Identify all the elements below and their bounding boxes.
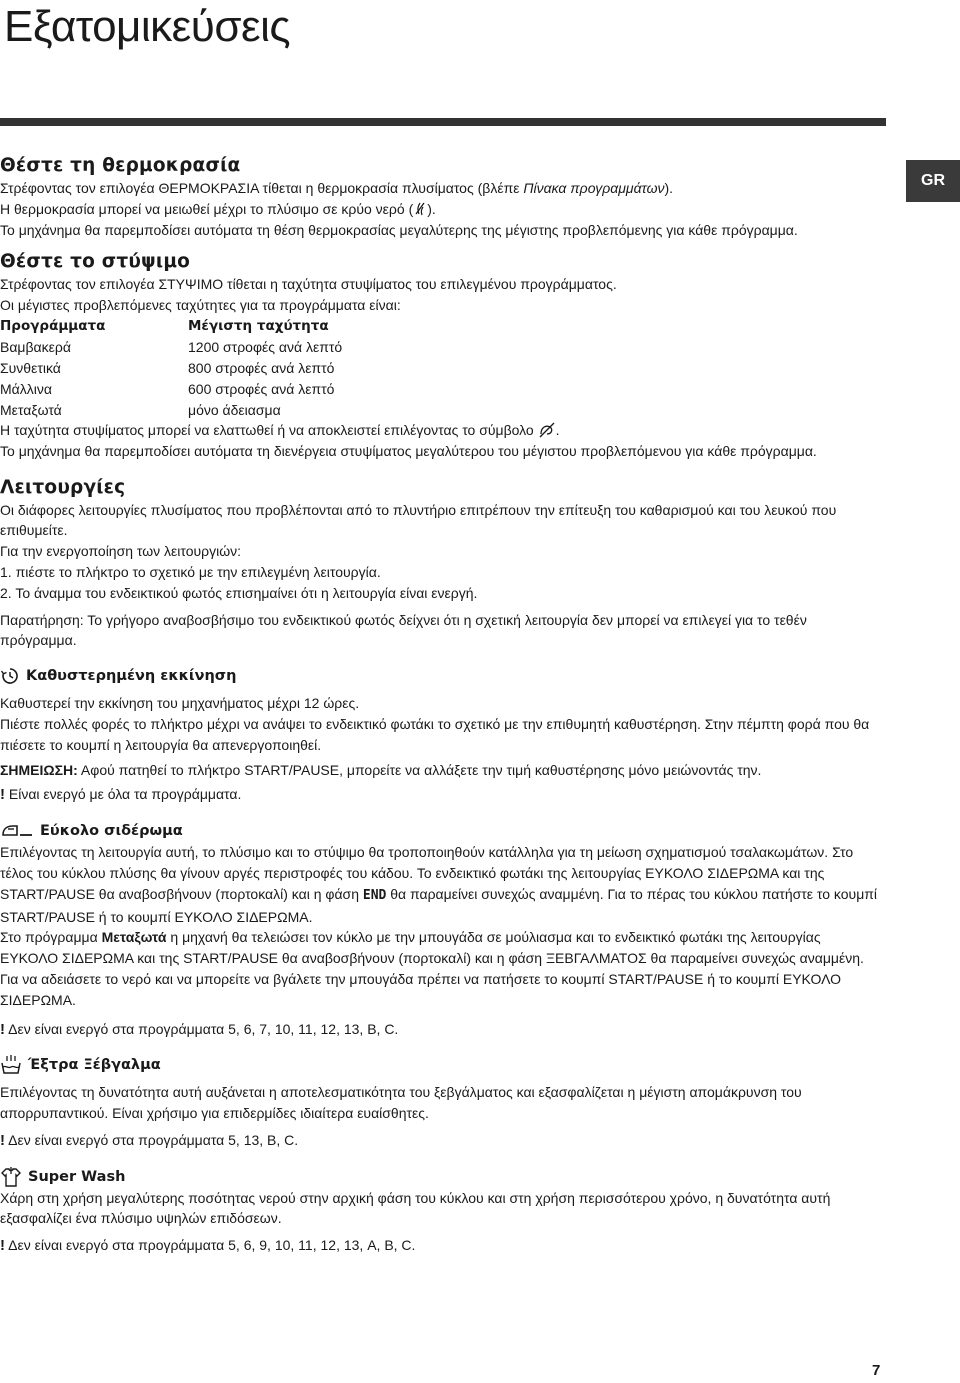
- super-wash-heading: [0, 1166, 880, 1188]
- table-header-row: [0, 316, 342, 337]
- table-cell: Συνθετικά: [0, 359, 61, 376]
- delayed-start-line-2: Πιέστε πολλές φορές το πλήκτρο μέχρι να ανάψει το ενδεικτικό φωτάκι το σχετικό με την επιθυμητή καθυστέρηση. Στην πέμπτη φορά που θα πιέσετε το κουμπί η λειτουργία θα απενεργοποιηθεί.: [0, 715, 870, 753]
- table-cell: μόνο άδειασμα: [188, 401, 281, 418]
- super-wash-line-1: Χάρη στη χρήση μεγαλύτερης ποσότητας νερού στην αρχική φάση του κύκλου και στη χρήση περισσότερου χρόνο, η δυνατότητα αυτή εξασφαλίζει ένα πλύσιμο υψηλών επιδόσεων.: [0, 1189, 831, 1227]
- table-cell: 800 στροφές ανά λεπτό: [188, 359, 335, 376]
- functions-line-2: Για την ενεργοποίηση των λειτουργιών:: [0, 543, 242, 560]
- table-cell: 1200 στροφές ανά λεπτό: [188, 339, 343, 356]
- spin-line-4: Το μηχάνημα θα παρεμποδίσει αυτόματα τη διενέργεια στυψίματος μεγαλύτερου του μέγιστου προβλεπόμενου για κάθε πρόγραμμα.: [0, 442, 817, 459]
- functions-step-2: 2. Το άναμμα του ενδεικτικού φωτός επισημαίνει ότι η λειτουργία είναι ενεργή.: [0, 584, 478, 601]
- table-row: [0, 337, 342, 358]
- delayed-start-warning: ! Είναι ενεργό με όλα τα προγράμματα.: [0, 786, 242, 804]
- document-body: [0, 154, 880, 1257]
- spin-line-3: Η ταχύτητα στυψίματος μπορεί να ελαττωθεί ή να αποκλειστεί επιλέγοντας το σύμβολο .: [0, 421, 560, 438]
- cold-water-icon: [413, 201, 427, 217]
- language-badge: GR: [906, 160, 960, 202]
- easy-iron-warning: ! Δεν είναι ενεργό στα προγράμματα 5, 6, 7, 10, 11, 12, 13, B, C.: [0, 1020, 399, 1038]
- functions-line-1: Οι διάφορες λειτουργίες πλυσίματος που προβλέπονται από το πλυντήριο επιτρέπουν την επίτευξη του καθαρισμού και του λευκού που επιθυμείτε.: [0, 501, 837, 539]
- temperature-line-3: Το μηχάνημα θα παρεμποδίσει αυτόματα τη θέση θερμοκρασίας μεγαλύτερης της μέγιστης προβλεπόμενης για κάθε πρόγραμμα.: [0, 221, 798, 238]
- table-row: [0, 358, 342, 379]
- extra-rinse-heading: [0, 1054, 880, 1076]
- functions-step-1: 1. πιέστε το πλήκτρο το σχετικό με την επιλεγμένη λειτουργία.: [0, 563, 381, 580]
- easy-iron-title: Εύκολο σιδέρωμα: [40, 823, 183, 840]
- spin-line-2: Οι μέγιστες προβλεπόμενες ταχύτητες για τα προγράμματα είναι:: [0, 297, 401, 314]
- functions-note: Παρατήρηση: Το γρήγορο αναβοσβήσιμο του ενδεικτικού φωτός δείχνει ότι η σχετική λειτουργία δεν μπορεί να επιλεγεί για το τεθέν πρόγραμμα.: [0, 611, 807, 649]
- table-row: [0, 399, 342, 420]
- easy-iron-paragraph-1: Επιλέγοντας τη λειτουργία αυτή, το πλύσιμο και το στύψιμο θα τροποποιηθούν κατάλληλα για τη μείωση σχηματισμού τσαλακωμάτων. Στο τέλος του κύκλου πλύσης θα γίνουν αργές περιστροφές του κάδου. Το ενδεικτικό φωτάκι της λειτουργίας ΕΥΚΟΛΟ ΣΙΔΕΡΩΜΑ και της START/PAUSE θα αναβοσβήνουν (πορτοκαλί) και η φάση END θα παραμείνει συνεχώς αναμμένη. Για το πέρας του κύκλου πατήστε το κουμπί START/PAUSE ή το κουμπί ΕΥΚΟΛΟ ΣΙΔΕΡΩΜΑ.: [0, 844, 878, 925]
- super-wash-warning: ! Δεν είναι ενεργό στα προγράμματα 5, 6, 9, 10, 11, 12, 13, A, B, C.: [0, 1237, 416, 1255]
- table-row: [0, 378, 342, 399]
- temperature-line-2: Η θερμοκρασία μπορεί να μειωθεί μέχρι το πλύσιμο σε κρύο νερό ( ).: [0, 200, 436, 217]
- super-wash-title: Super Wash: [28, 1168, 126, 1185]
- table-cell: Μάλλινα: [0, 380, 52, 397]
- delayed-start-title: Καθυστερημένη εκκίνηση: [26, 668, 237, 685]
- temperature-line-1: Στρέφοντας τον επιλογέα ΘΕΡΜΟΚΡΑΣΙΑ τίθεται η θερμοκρασία πλυσίματος (βλέπε Πίνακα προγραμμάτων).: [0, 180, 674, 196]
- page-title: Εξατομικεύσεις: [4, 2, 291, 51]
- easy-iron-heading: [0, 820, 880, 842]
- extra-rinse-title: Έξτρα Ξέβγαλμα: [28, 1057, 161, 1074]
- easy-iron-paragraph-2: Στο πρόγραμμα Μεταξωτά η μηχανή θα τελειώσει τον κύκλο με την μπουγάδα σε μούλιασμα και το ενδεικτικό φωτάκι της λειτουργίας ΕΥΚΟΛΟ ΣΙΔΕΡΩΜΑ και της START/PAUSE θα αναβοσβήνουν (πορτοκαλί) και η φάση ΞΕΒΓΑΛΜΑΤΟΣ θα παραμείνει συνεχώς αναμμένη. Για να αδειάσετε το νερό και να μπορείτε να βγάλετε την μπουγάδα πρέπει να πατήσετε το κουμπί START/PAUSE ή το κουμπί ΕΥΚΟΛΟ ΣΙΔΕΡΩΜΑ.: [0, 929, 864, 1008]
- extra-rinse-warning: ! Δεν είναι ενεργό στα προγράμματα 5, 13, B, C.: [0, 1131, 299, 1149]
- functions-heading: Λειτουργίες: [0, 476, 126, 498]
- shirt-icon: [0, 1166, 22, 1188]
- table-cell: 600 στροφές ανά λεπτό: [188, 380, 335, 397]
- table-cell: Μεταξωτά: [0, 401, 62, 418]
- delayed-start-note: ΣΗΜΕΙΩΣΗ: Αφού πατηθεί το πλήκτρο START/PAUSE, μπορείτε να αλλάξετε την τιμή καθυστέρησης μόνο μειώνοντάς την.: [0, 761, 762, 778]
- spin-heading: Θέστε το στύψιμο: [0, 251, 191, 273]
- spin-speed-table: [0, 316, 342, 420]
- table-cell: Βαμβακερά: [0, 339, 71, 356]
- page-number: 7: [872, 1362, 881, 1379]
- temperature-heading: Θέστε τη θερμοκρασία: [0, 155, 241, 176]
- delayed-start-heading: [0, 665, 880, 687]
- iron-icon: [0, 823, 34, 839]
- no-spin-icon: [538, 422, 556, 438]
- table-header-programs: Προγράμματα: [0, 318, 106, 335]
- delay-timer-icon: [0, 666, 20, 686]
- extra-rinse-line-1: Επιλέγοντας τη δυνατότητα αυτή αυξάνεται η αποτελεσματικότητα του ξεβγάλματος και εξασφαλίζεται η μέγιστη απομάκρυνση του απορρυπαντικού. Είναι χρήσιμο για επιδερμίδες ιδιαίτερα ευαίσθητες.: [0, 1084, 802, 1122]
- rinse-basin-icon: [0, 1054, 22, 1076]
- delayed-start-line-1: Καθυστερεί την εκκίνηση του μηχανήματος μέχρι 12 ώρες.: [0, 695, 360, 712]
- header-rule: [0, 118, 886, 126]
- table-header-max-speed: Μέγιστη ταχύτητα: [188, 318, 329, 335]
- spin-line-1: Στρέφοντας τον επιλογέα ΣΤΥΨΙΜΟ τίθεται η ταχύτητα στυψίματος του επιλεγμένου προγράμματος.: [0, 276, 617, 293]
